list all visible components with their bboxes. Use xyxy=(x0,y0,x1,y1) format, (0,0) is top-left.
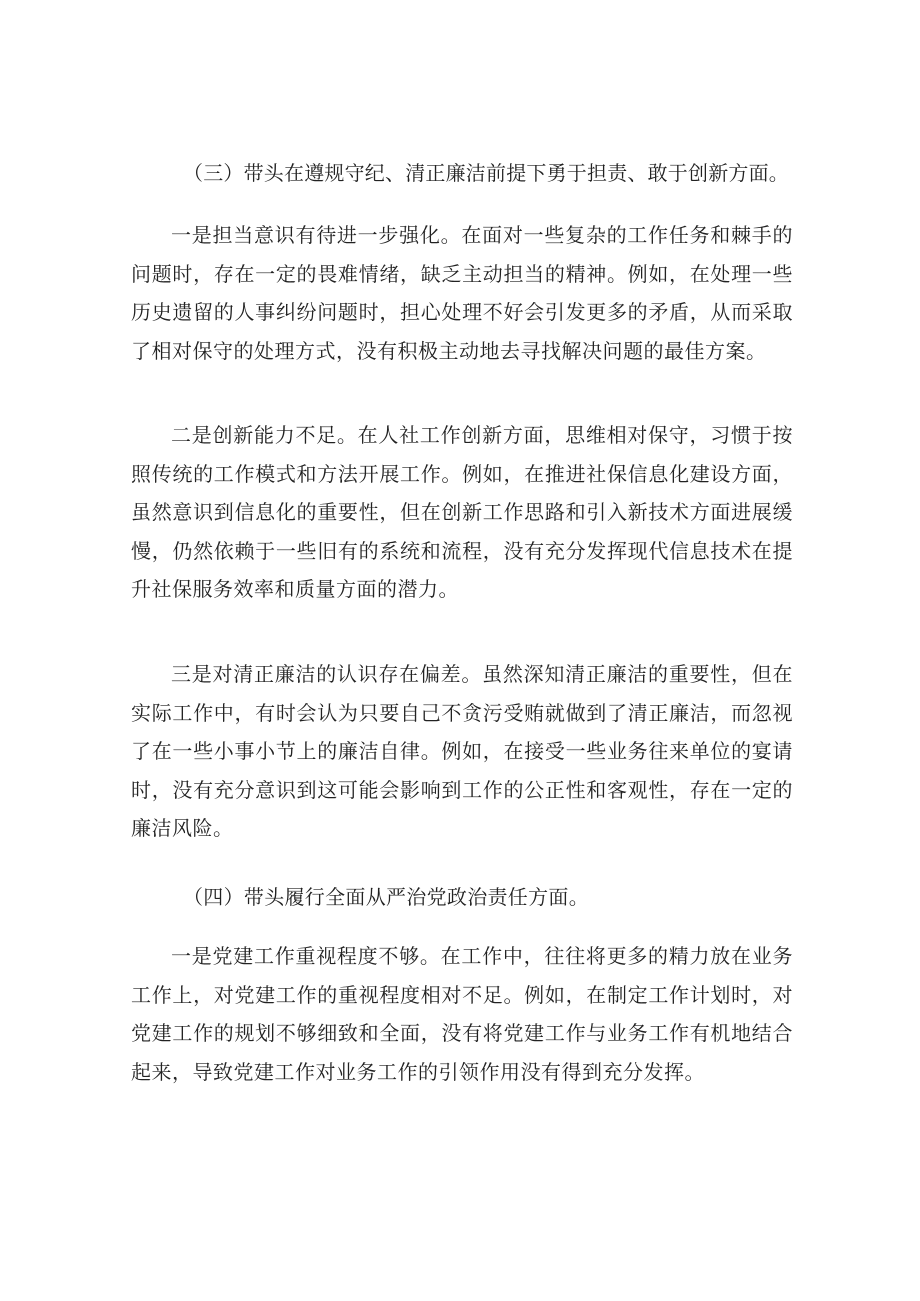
section-heading-4: （四）带头履行全面从严治党政治责任方面。 xyxy=(183,885,589,909)
section-heading-3: （三）带头在遵规守纪、清正廉洁前提下勇于担责、敢于创新方面。 xyxy=(183,161,789,185)
paragraph-integrity: 三是对清正廉洁的认识存在偏差。虽然深知清正廉洁的重要性，但在实际工作中，有时会认为只要自己不贪污受贿就做到了清正廉洁，而忽视了在一些小事小节上的廉洁自律。例如，在接受一些业务往来单位的宴请时，没有充分意识到这可能会影响到工作的公正性和客观性，存在一定的廉洁风险。 xyxy=(131,662,793,841)
paragraph-party-building: 一是党建工作重视程度不够。在工作中，往往将更多的精力放在业务工作上，对党建工作的重视程度相对不足。例如，在制定工作计划时，对党建工作的规划不够细致和全面，没有将党建工作与业务工作有机地结合起来，导致党建工作对业务工作的引领作用没有得到充分发挥。 xyxy=(131,944,793,1084)
paragraph-innovation: 二是创新能力不足。在人社工作创新方面，思维相对保守，习惯于按照传统的工作模式和方法开展工作。例如，在推进社保信息化建设方面，虽然意识到信息化的重要性，但在创新工作思路和引入新技术方面进展缓慢，仍然依赖于一些旧有的系统和流程，没有充分发挥现代信息技术在提升社保服务效率和质量方面的潜力。 xyxy=(131,423,793,602)
paragraph-responsibility: 一是担当意识有待进一步强化。在面对一些复杂的工作任务和棘手的问题时，存在一定的畏难情绪，缺乏主动担当的精神。例如，在处理一些历史遗留的人事纠纷问题时，担心处理不好会引发更多的矛盾，从而采取了相对保守的处理方式，没有积极主动地去寻找解决问题的最佳方案。 xyxy=(131,223,793,363)
